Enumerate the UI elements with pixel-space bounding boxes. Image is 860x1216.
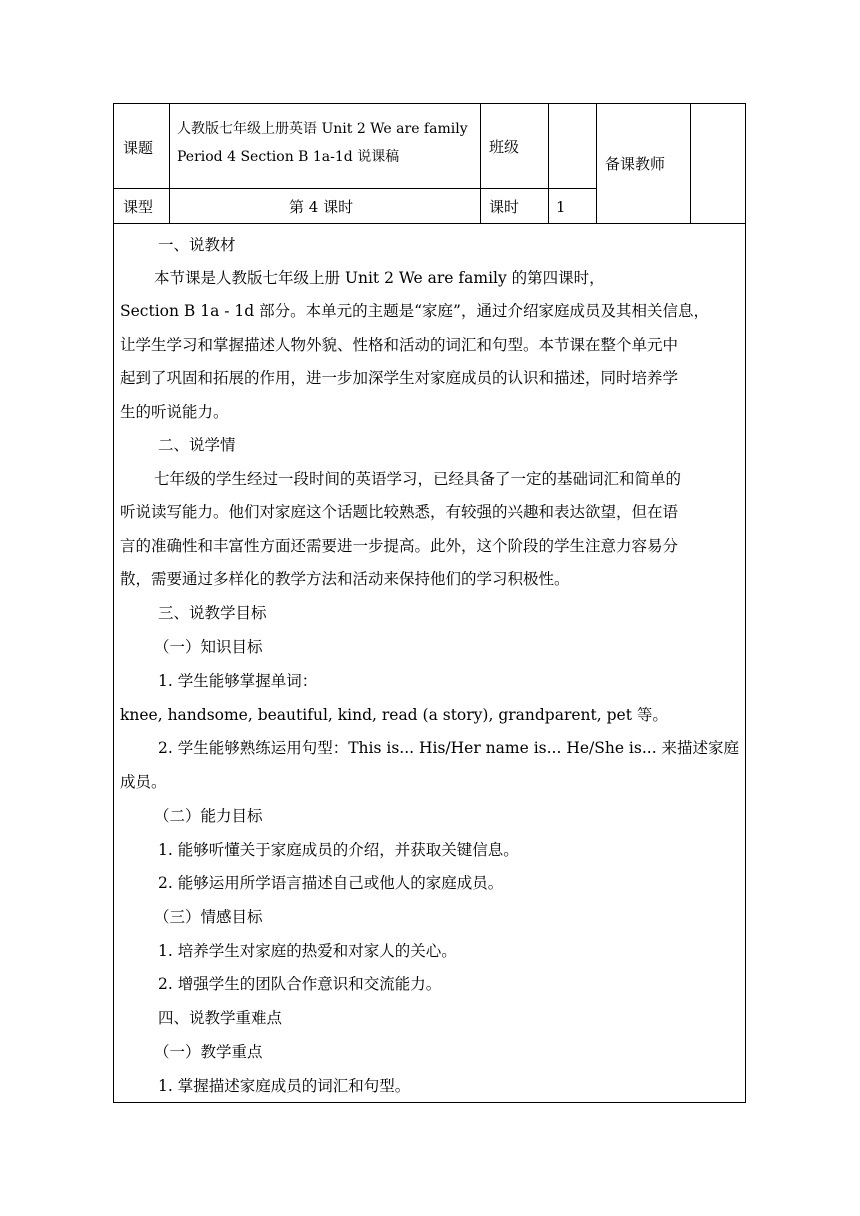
type-value: 第 4 课时 <box>289 198 354 216</box>
grid-line <box>114 188 596 189</box>
class-label: 班级 <box>489 138 520 156</box>
lesson-plan-table <box>113 103 746 1103</box>
list-item: 1. 能够听懂关于家庭成员的介绍，并获取关键信息。 <box>158 841 519 859</box>
type-label: 课型 <box>123 198 154 216</box>
section-heading: 三、说教学目标 <box>158 604 267 622</box>
subject-line-1: 人教版七年级上册英语 Unit 2 We are family <box>177 121 468 137</box>
paragraph-line: 言的准确性和丰富性方面还需要进一步提高。此外，这个阶段的学生注意力容易分 <box>120 537 679 555</box>
paragraph-line: 听说读写能力。他们对家庭这个话题比较熟悉，有较强的兴趣和表达欲望，但在语 <box>120 503 679 521</box>
paragraph-line: 本节课是人教版七年级上册 Unit 2 We are family 的第四课时， <box>154 269 605 287</box>
grid-line <box>548 104 549 223</box>
header-grid <box>114 104 745 224</box>
list-item: 2. 学生能够熟练运用句型：This is... His/Her name is... He/She is... 来描述家庭 <box>158 739 740 757</box>
subsection-heading: （三）情感目标 <box>154 908 263 926</box>
paragraph-line: 七年级的学生经过一段时间的英语学习，已经具备了一定的基础词汇和简单的 <box>154 470 682 488</box>
paragraph-line: 起到了巩固和拓展的作用，进一步加深学生对家庭成员的认识和描述，同时培养学 <box>120 369 679 387</box>
paragraph-line: knee, handsome, beautiful, kind, read (a story), grandparent, pet 等。 <box>120 706 668 724</box>
paragraph-line: 让学生学习和掌握描述人物外貌、性格和活动的词汇和句型。本节课在整个单元中 <box>120 336 679 354</box>
grid-line <box>690 104 691 223</box>
subsection-heading: （一）知识目标 <box>154 638 263 656</box>
paragraph-line: 成员。 <box>120 773 167 791</box>
hours-label: 课时 <box>489 198 520 216</box>
section-heading: 四、说教学重难点 <box>158 1009 283 1027</box>
list-item: 2. 能够运用所学语言描述自己或他人的家庭成员。 <box>158 874 504 892</box>
section-heading: 一、说教材 <box>158 236 236 254</box>
subject-label: 课题 <box>123 139 154 157</box>
list-item: 2. 增强学生的团队合作意识和交流能力。 <box>158 975 442 993</box>
grid-line <box>596 104 597 223</box>
subject-line-2: Period 4 Section B 1a-1d 说课稿 <box>177 149 400 165</box>
list-item: 1. 培养学生对家庭的热爱和对家人的关心。 <box>158 942 457 960</box>
subsection-heading: （一）教学重点 <box>154 1043 263 1061</box>
paragraph-line: Section B 1a - 1d 部分。本单元的主题是“家庭”，通过介绍家庭成员及其相关信息， <box>120 302 709 320</box>
paragraph-line: 散，需要通过多样化的教学方法和活动来保持他们的学习积极性。 <box>120 570 570 588</box>
list-item: 1. 学生能够掌握单词： <box>158 672 318 690</box>
list-item: 1. 掌握描述家庭成员的词汇和句型。 <box>158 1077 411 1095</box>
grid-line <box>169 104 170 223</box>
subsection-heading: （二）能力目标 <box>154 807 263 825</box>
paragraph-line: 生的听说能力。 <box>120 403 229 421</box>
hours-value: 1 <box>556 198 566 216</box>
grid-line <box>480 104 481 223</box>
teacher-label: 备课教师 <box>605 155 666 173</box>
section-heading: 二、说学情 <box>158 436 236 454</box>
